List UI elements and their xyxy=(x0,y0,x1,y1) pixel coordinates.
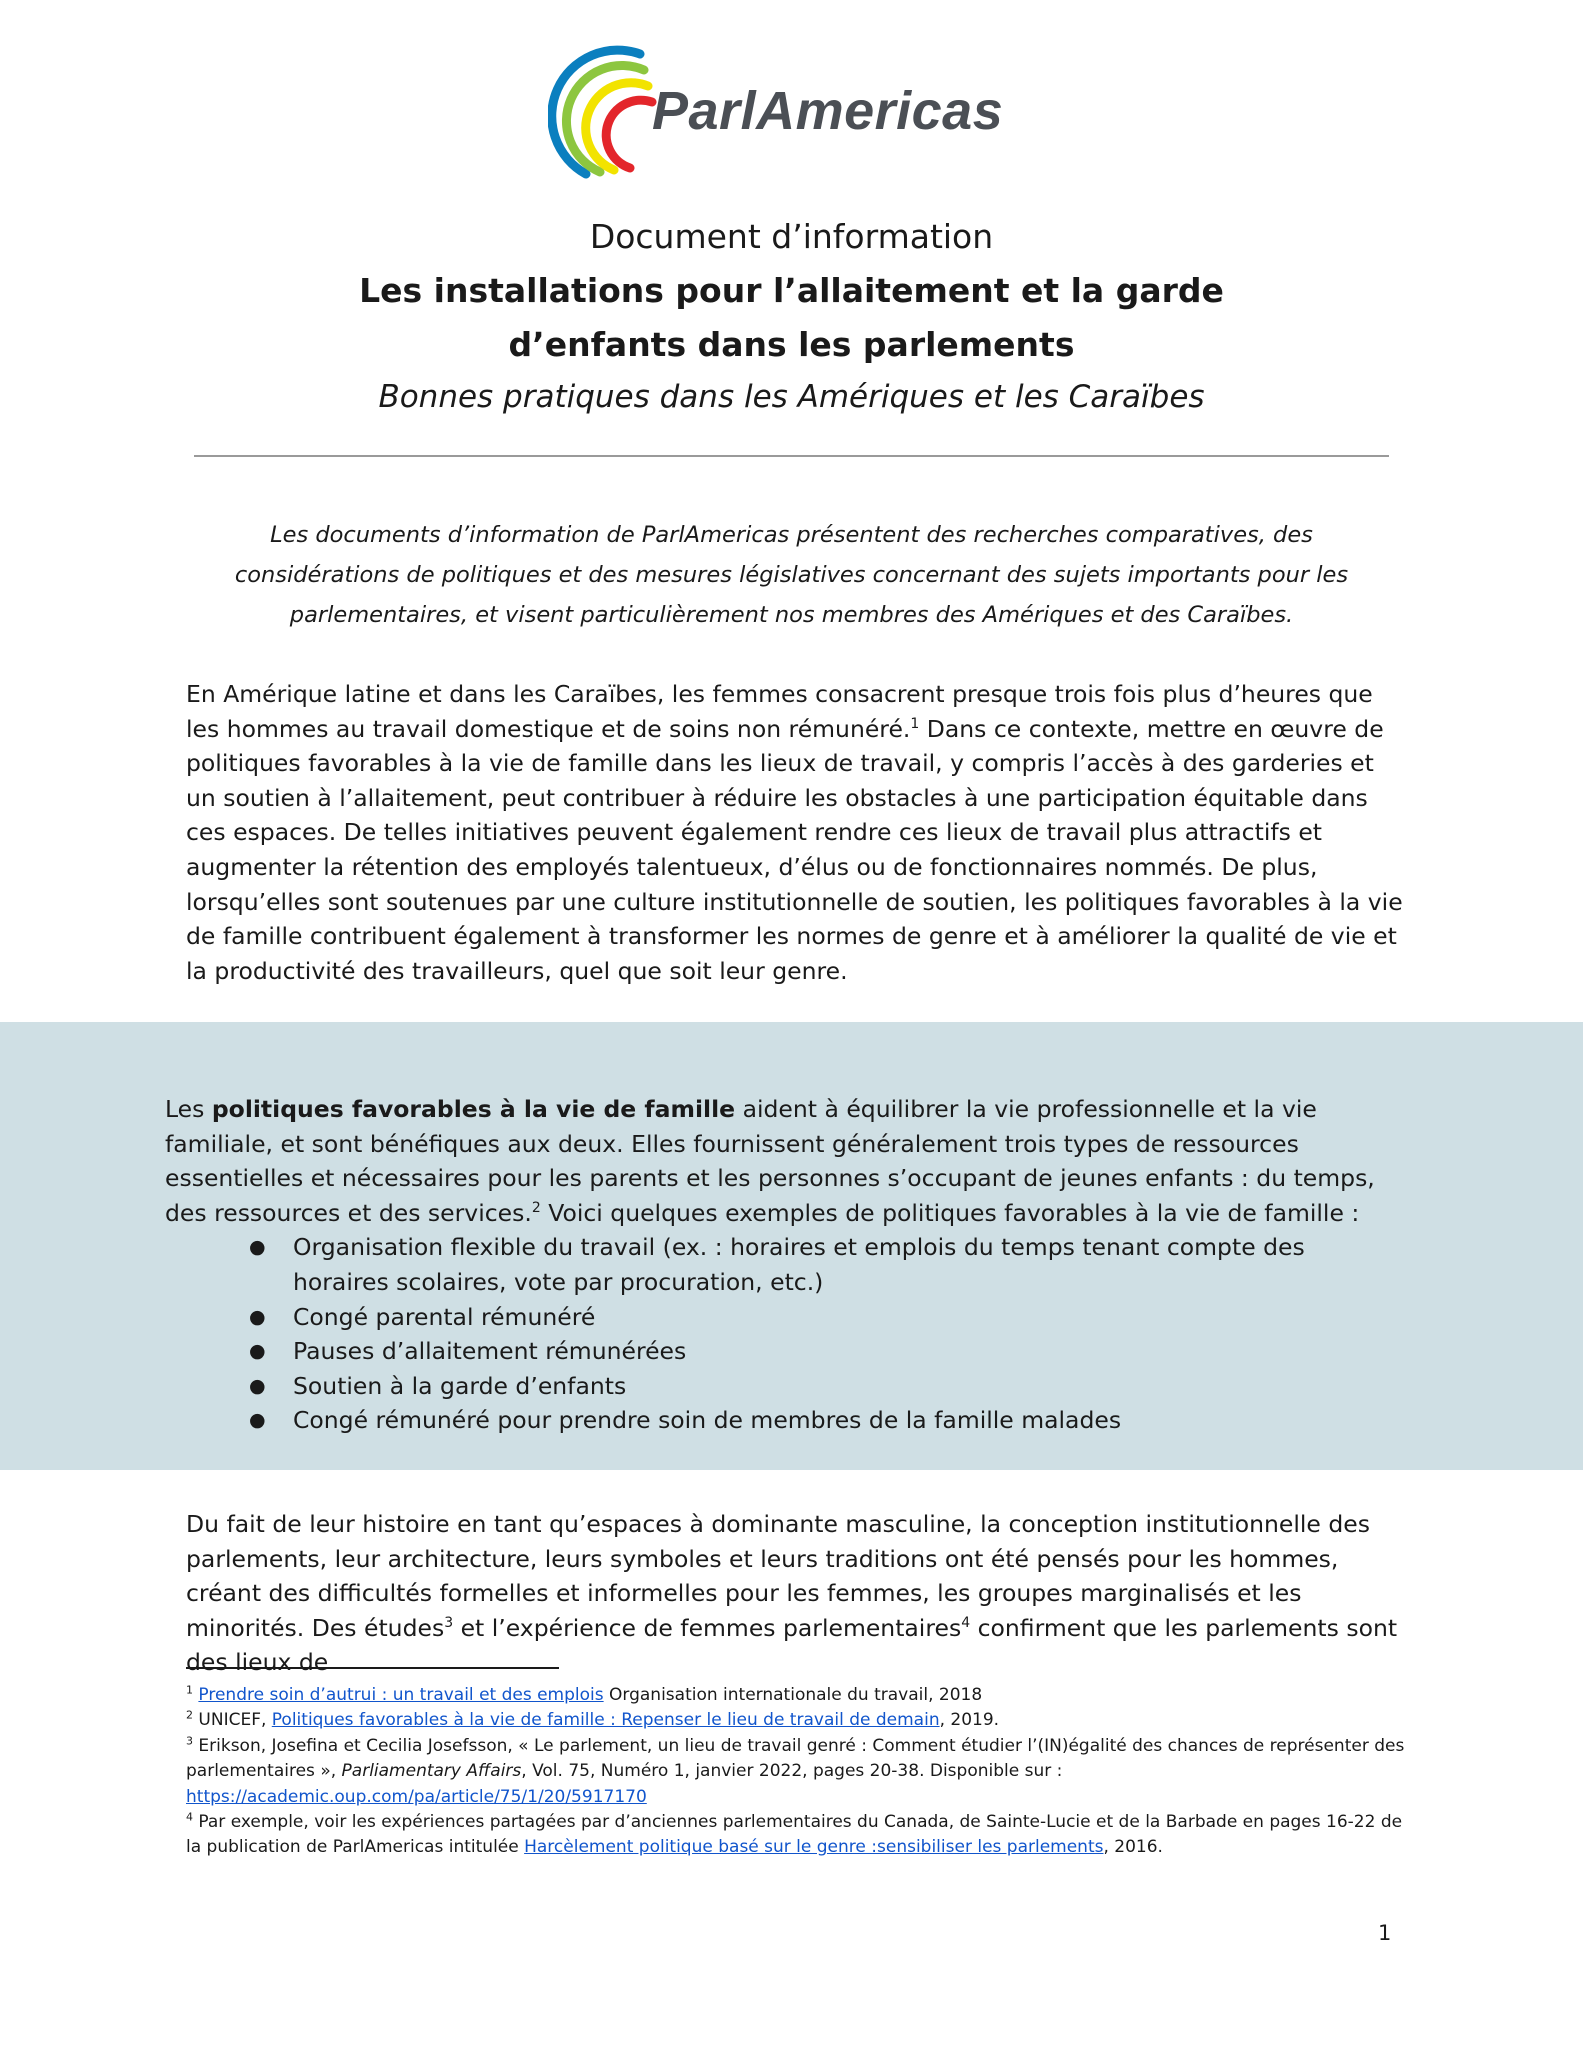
list-item: ● Congé rémunéré pour prendre soin de membres de la famille malades xyxy=(165,1403,1387,1438)
document-kind: Document d’information xyxy=(589,217,994,256)
title-divider xyxy=(194,455,1389,457)
logo-wordmark: ParlAmericas xyxy=(652,81,1004,141)
list-item: ● Organisation flexible du travail (ex. : horaires et emplois du temps tenant compte des horaires scolaires, vote par procuration, etc.) xyxy=(165,1230,1387,1299)
body-paragraph-1 xyxy=(186,677,1408,988)
list-item: ● Soutien à la garde d’enfants xyxy=(165,1369,1387,1404)
footnote-text: , Vol. 75, Numéro 1, janvier 2022, pages 20-38. Disponible sur : xyxy=(521,1761,1063,1782)
list-item: ● Pauses d’allaitement rémunérées xyxy=(165,1334,1387,1369)
family-policies-callout xyxy=(0,1022,1583,1470)
footnote-2 xyxy=(186,1708,1408,1733)
document-title: Les installations pour l’allaitement et la garde d’enfants dans les parlements xyxy=(359,271,1224,364)
footnote-2-link[interactable]: Politiques favorables à la vie de famille : Repenser le lieu de travail de demain xyxy=(271,1710,940,1731)
footnotes xyxy=(186,1683,1408,1861)
callout-after: Voici quelques exemples de politiques favorables à la vie de famille : xyxy=(540,1198,1360,1227)
footnote-ref-2[interactable]: 2 xyxy=(531,1199,541,1216)
footnote-number: 2 xyxy=(186,1708,193,1722)
body-paragraph-2 xyxy=(186,1507,1408,1680)
parlamericas-arcs-icon xyxy=(548,44,668,184)
footnote-text: Par exemple, voir les expériences partagées par d’anciennes parlementaires du Canada, de Sainte-Lucie et de la Barbade en pages 16-22 de la publication de ParlAmericas intitulée xyxy=(186,1812,1403,1858)
footnote-1 xyxy=(186,1683,1408,1708)
footnote-3-link[interactable]: https://academic.oup.com/pa/article/75/1/20/5917170 xyxy=(186,1786,647,1807)
title-block xyxy=(180,210,1403,422)
callout-lead: Les xyxy=(165,1095,212,1123)
intro-paragraph: Les documents d’information de ParlAmericas présentent des recherches comparatives, des considérations de politiques et des mesures législatives concernant des sujets importants pour les parlementaires, et visent particulièrement nos membres des Amériques et des Caraïbes. xyxy=(234,522,1349,628)
callout-paragraph xyxy=(165,1092,1387,1230)
footnote-text: Erikson, Josefina et Cecilia Josefsson, « Le parlement, un lieu de travail genré : Comment étudier l’(IN)égalité des chances de représenter des parlementaires », xyxy=(186,1735,1405,1782)
footnote-text: , 2019. xyxy=(939,1710,1000,1731)
footnote-ref-1[interactable]: 1 xyxy=(910,715,920,732)
footnote-4-link[interactable]: Harcèlement politique basé sur le genre :sensibiliser les parlements xyxy=(524,1837,1104,1858)
document-subtitle: Bonnes pratiques dans les Amériques et les Caraïbes xyxy=(378,379,1205,415)
paragraph-text: confirment que les parlements sont des lieux de xyxy=(186,1613,1398,1677)
footnote-ref-4[interactable]: 4 xyxy=(961,1614,971,1631)
footnote-3 xyxy=(186,1734,1408,1810)
footnote-text: , 2016. xyxy=(1103,1837,1163,1858)
policy-examples-list xyxy=(165,1230,1387,1438)
paragraph-text: Dans ce contexte, mettre en œuvre de politiques favorables à la vie de famille dans les lieux de travail, y compris l’accès à des garderies et un soutien à l’allaitement, peut contribuer à réduire les obstacles à une participation équitable dans ces espaces. De telles initiatives peuvent également rendre ces lieux de travail plus attractifs et augmenter la rétention des employés talentueux, d’élus ou de fonctionnaires nommés. De plus, lorsqu’elles sont soutenues par une culture institutionnelle de soutien, les politiques favorables à la vie de famille contribuent également à transformer les normes de genre et à améliorer la qualité de vie et la productivité des travailleurs, quel que soit leur genre. xyxy=(186,714,1403,985)
list-item: ● Congé parental rémunéré xyxy=(165,1300,1387,1335)
callout-bold-term: politiques favorables à la vie de famille xyxy=(211,1095,736,1123)
footnote-4 xyxy=(186,1810,1408,1861)
paragraph-text: En Amérique latine et dans les Caraïbes, les femmes consacrent presque trois fois plus d’heures que les hommes au travail domestique et de soins non rémunéré. xyxy=(186,680,1373,743)
footnote-number: 1 xyxy=(186,1683,193,1697)
paragraph-text: et l’expérience de femmes parlementaires xyxy=(453,1613,962,1642)
parlamericas-logo xyxy=(548,44,1048,184)
footnote-divider xyxy=(186,1667,559,1669)
footnote-number: 4 xyxy=(186,1810,193,1824)
callout-text xyxy=(165,1092,1387,1438)
callout-rest: aident à équilibrer la vie professionnelle et la vie familiale, et sont bénéfiques aux deux. Elles fournissent généralement trois types de ressources essentielles et nécessaires pour les parents et les personnes s’occupant de jeunes enfants : du temps, des ressources et des services. xyxy=(165,1095,1375,1227)
footnote-1-link[interactable]: Prendre soin d’autrui : un travail et des emplois xyxy=(198,1685,604,1705)
footnote-text: Organisation internationale du travail, 2018 xyxy=(603,1685,983,1705)
paragraph-text: Du fait de leur histoire en tant qu’espaces à dominante masculine, la conception institutionnelle des parlements, leur architecture, leurs symboles et leurs traditions ont été pensés pour les hommes, créant des difficultés formelles et informelles pour les femmes, les groupes marginalisés et les minorités. Des études xyxy=(186,1510,1370,1642)
footnote-text: UNICEF, xyxy=(193,1710,272,1731)
footnote-number: 3 xyxy=(186,1734,193,1748)
footnote-ref-3[interactable]: 3 xyxy=(444,1614,454,1631)
page-number: 1 xyxy=(1378,1921,1392,1945)
journal-name: Parliamentary Affairs xyxy=(341,1761,522,1782)
